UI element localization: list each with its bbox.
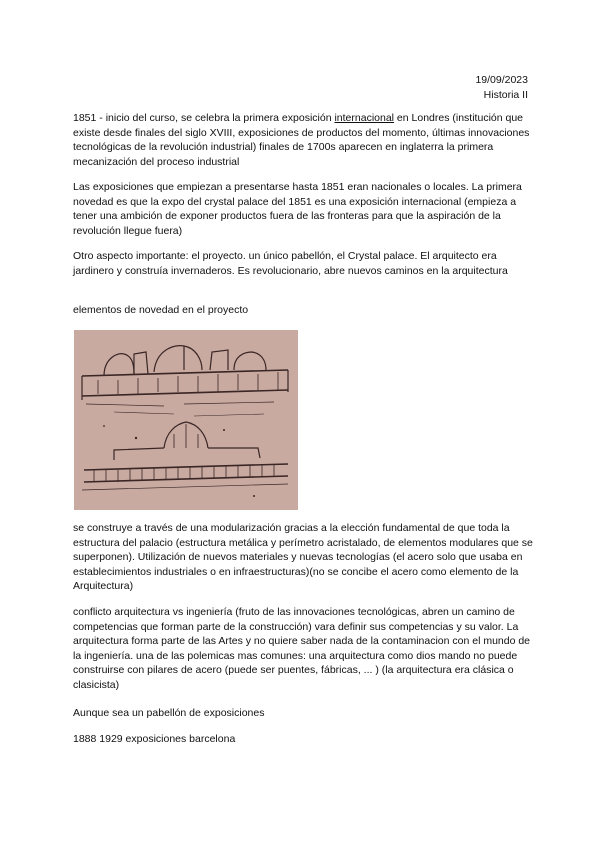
- paragraph-6: conflicto arquitectura vs ingeniería (fruto de las innovaciones tecnológicas, abren un camino de competencias que forman parte de la construcción) vara definir sus competencias y su valor. La arquitectura forma parte de las Artes y no quiere saber nada de la contaminacion con el mundo de la ingeniería. una de las polemicas mas comunes: una arquitectura como dios mando no puede construirse con pilares de acero (puede ser puentes, fábricas, ... ) (la arquitectura era clásica o clasicista): [73, 606, 531, 691]
- paragraph-1-end: en Londres (institución que existe desde finales del siglo XVIII, exposiciones de productos del momento, últimas innovaciones tecnológicas de la revolución industrial) finales de 1700s aparecen en inglaterra la primera mecanización del proceso industrial: [73, 112, 530, 168]
- sketch-drawing: [74, 330, 298, 510]
- paragraph-2: Las exposiciones que empiezan a presentarse hasta 1851 eran nacionales o locales. La primera novedad es que la expo del crystal palace del 1851 es una exposición internacional (empieza a tener una ambición de exponer productos fuera de las fronteras para que la aspiración de la revolución llegue fuera): [73, 181, 522, 237]
- paragraph-5: se construye a través de una modularización gracias a la elección fundamental de que toda la estructura del palacio (estructura metálica y perímetro acristalado, de elementos modulares que se superponen). Utilización de nuevos materiales y nuevas tecnologías (el acero solo que usaba en establecimientos industriales o en infraestructuras)(no se concibe el acero como elemento de la Arquitectura): [73, 522, 533, 593]
- paragraph-7: Aunque sea un pabellón de exposiciones: [73, 707, 265, 719]
- underlined-word: internacional: [334, 112, 395, 124]
- paragraph-1-start: 1851 - inicio del curso, se celebra la primera exposición: [73, 112, 335, 124]
- course-title: Historia II: [483, 89, 528, 101]
- header-block: [475, 73, 528, 103]
- bottom-sketch: [82, 422, 288, 490]
- paragraph-8: 1888 1929 exposiciones barcelona: [73, 733, 236, 745]
- crystal-palace-sketch-image: [74, 330, 298, 510]
- paragraph-1: [73, 111, 535, 169]
- date: 19/09/2023: [475, 74, 528, 86]
- top-sketch: [82, 346, 288, 416]
- sketch-marks: [103, 425, 255, 497]
- paragraph-4: elementos de novedad en el proyecto: [73, 304, 249, 316]
- paragraph-3: Otro aspecto importante: el proyecto. un único pabellón, el Crystal palace. El arquitecto era jardinero y construía invernaderos. Es revolucionario, abre nuevos caminos en la arquitectura: [73, 250, 508, 277]
